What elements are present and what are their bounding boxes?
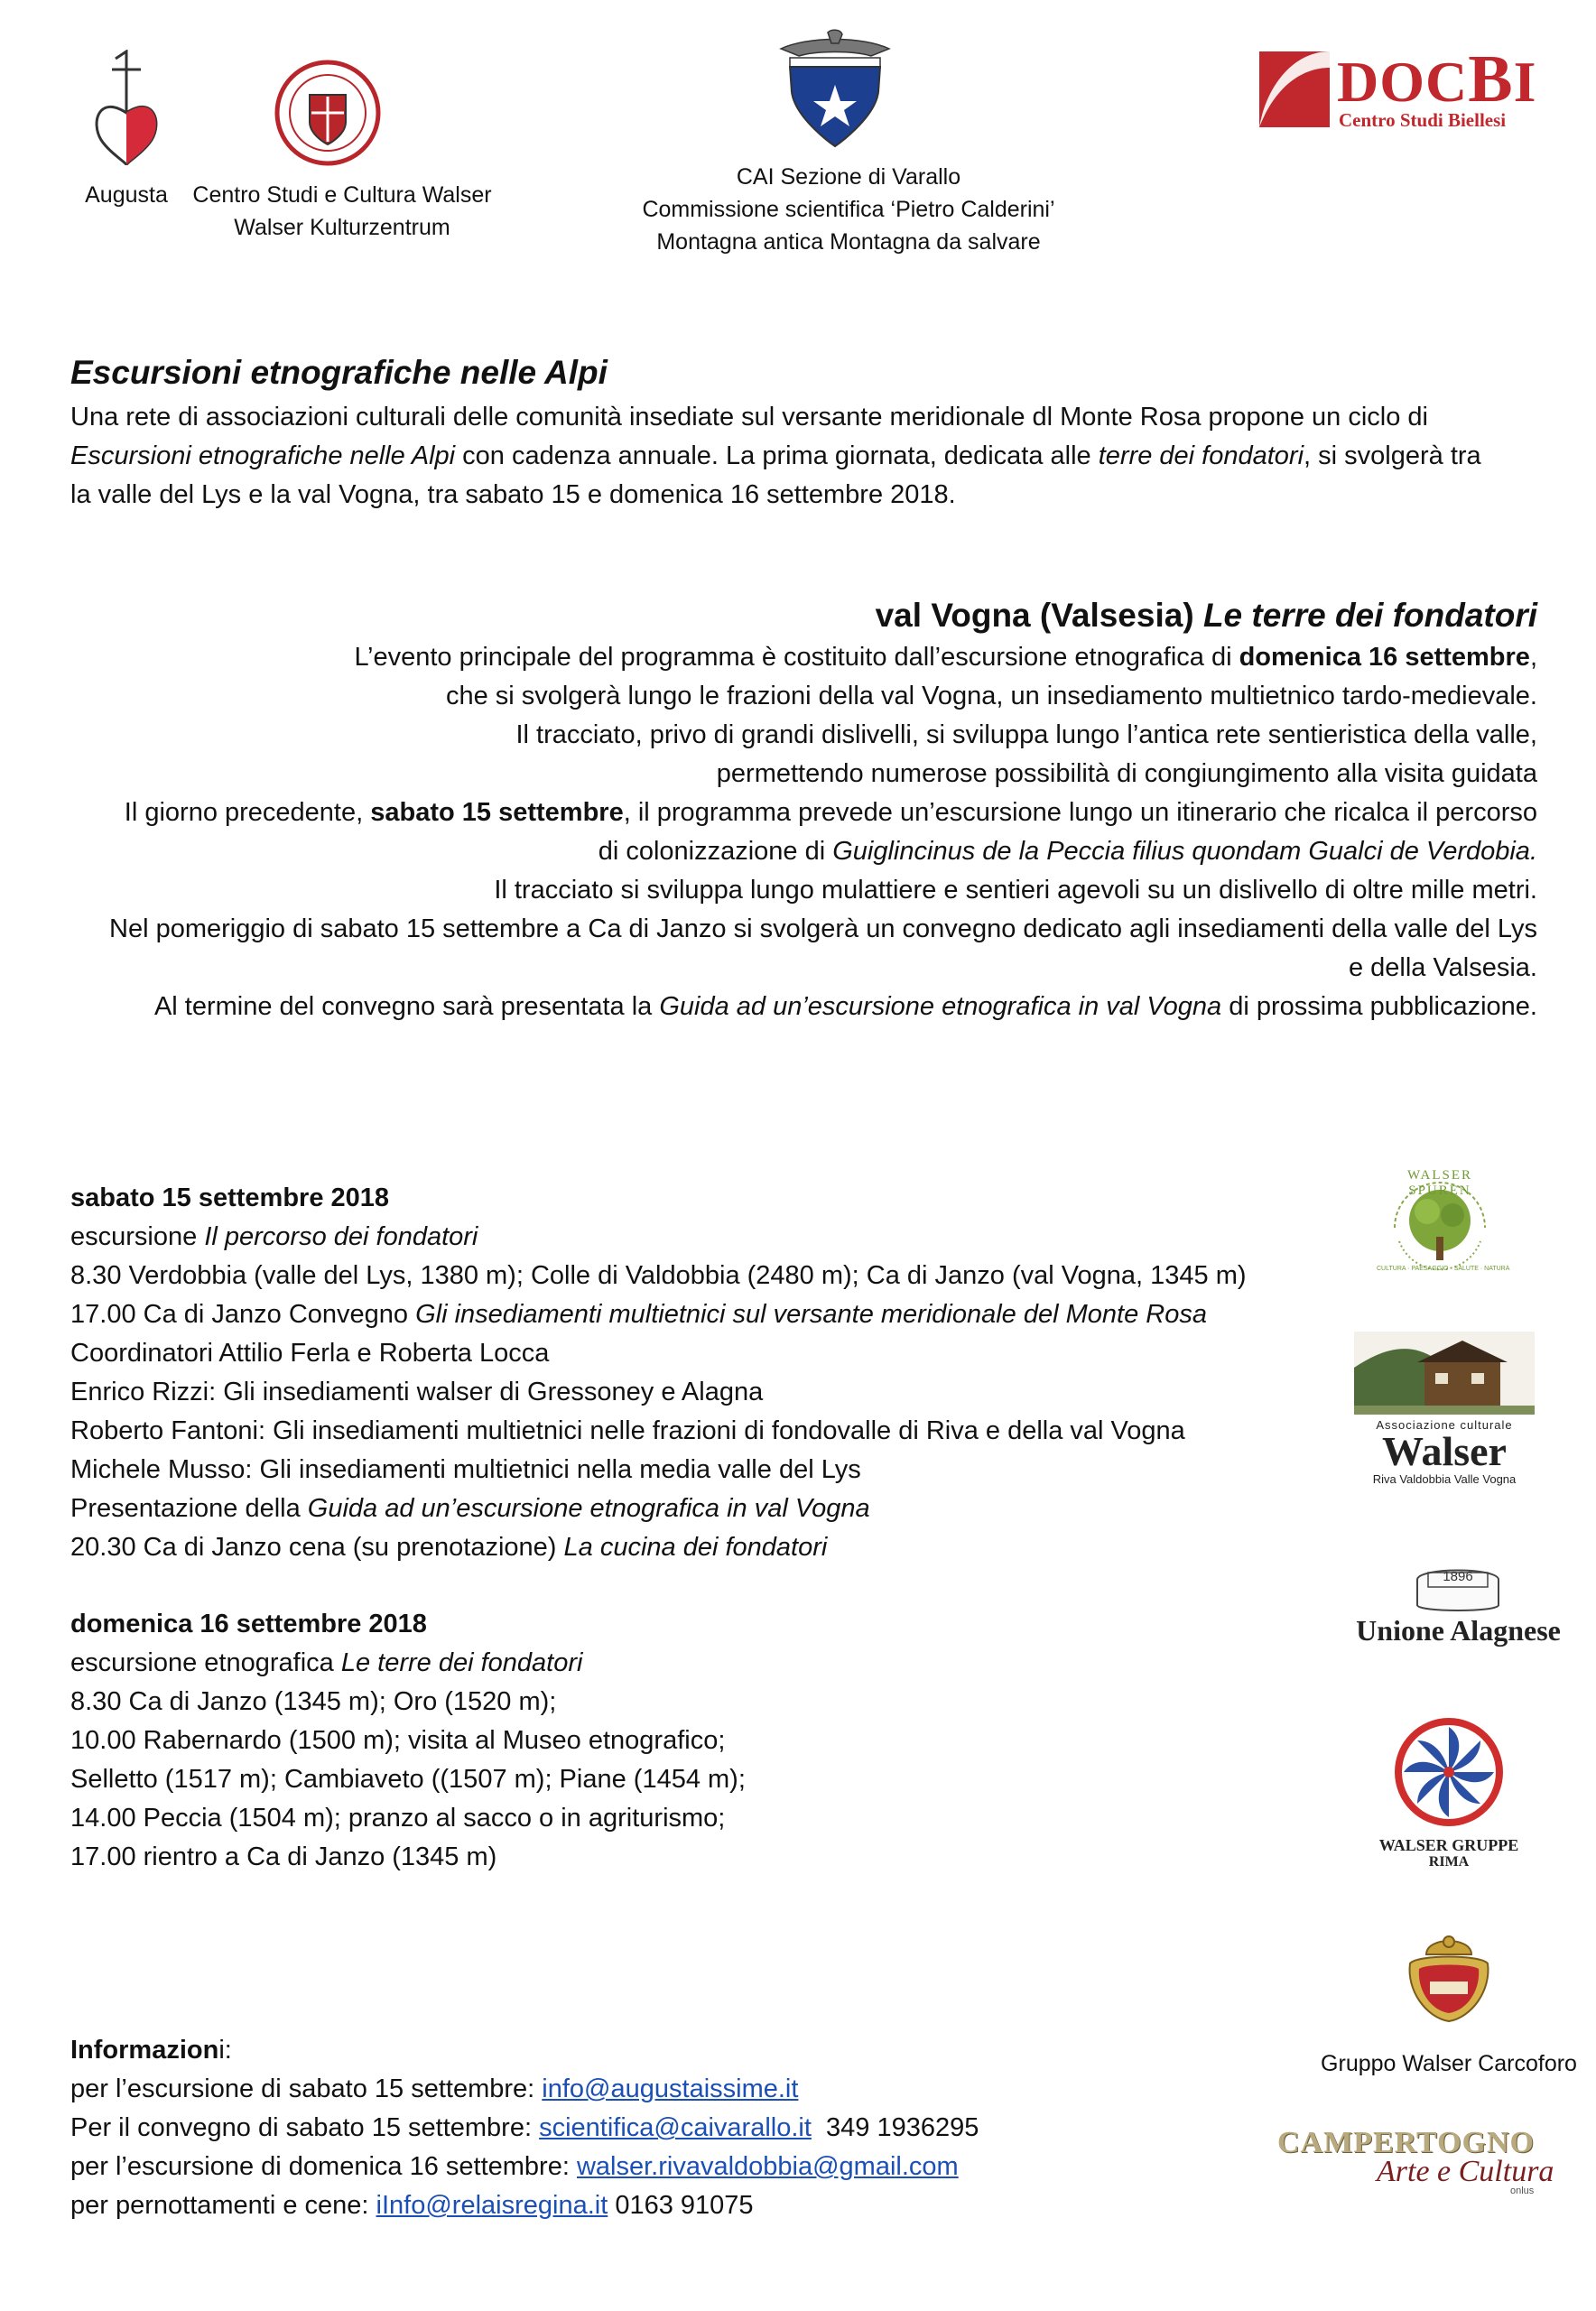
carcoforo-crest-icon — [1399, 1927, 1499, 2027]
docbi-logo — [1257, 42, 1537, 131]
sat-line2: 8.30 Verdobbia (valle del Lys, 1380 m); Colle di Valdobbia (2480 m); Ca di Janzo (val Vogna, 1345 m) — [70, 1261, 1247, 1290]
cai-line2: Commissione scientifica ‘Pietro Calderini’ — [642, 197, 1055, 222]
assoc-walser-top: Associazione culturale — [1376, 1418, 1513, 1432]
sunday-program — [70, 1605, 746, 1877]
cai-caption — [596, 161, 1101, 258]
walser-gruppe-line1: WALSER GRUPPE — [1378, 1836, 1519, 1854]
saturday-program — [70, 1179, 1247, 1567]
carcoforo-logo — [1399, 1927, 1499, 2027]
vv-line5: Il giorno precedente, sabato 15 settembre, il programma prevede un’escursione lungo un itinerario che ricalca il percorso — [124, 798, 1537, 827]
val-vogna-paragraph — [109, 638, 1537, 1026]
info-row2: Per il convegno di sabato 15 settembre: scientifica@caivarallo.it 349 1936295 — [70, 2113, 979, 2142]
vv-line1: L’evento principale del programma è costituito dall’escursione etnografica di domenica 16 settembre, — [354, 643, 1537, 672]
unione-alagnese-year: 1896 — [1443, 1569, 1473, 1584]
augusta-caption: Augusta — [85, 182, 168, 208]
assoc-walser-bottom: Riva Valdobbia Valle Vogna — [1372, 1472, 1517, 1486]
sun-line3: 10.00 Rabernardo (1500 m); visita al Museo etnografico; — [70, 1726, 726, 1755]
docbi-name: DOCBI — [1337, 42, 1537, 116]
chalet-photo-icon — [1354, 1332, 1535, 1415]
sat-line4: Coordinatori Attilio Ferla e Roberta Locca — [70, 1339, 550, 1368]
walser-spuren-logo — [1377, 1165, 1510, 1282]
assoc-walser-logo — [1354, 1332, 1535, 1485]
info-section — [70, 2031, 979, 2225]
assoc-walser-name: Walser — [1382, 1428, 1507, 1474]
info-heading: Informazioni: — [70, 2036, 232, 2065]
info-row1: per l’escursione di sabato 15 settembre: info@augustaissime.it — [70, 2074, 799, 2103]
vv-line6: di colonizzazione di Guiglincinus de la Peccia filius quondam Gualci de Verdobia. — [598, 837, 1537, 866]
walser-gruppe-rima-logo — [1372, 1713, 1526, 1871]
unione-alagnese-name: Unione Alagnese — [1356, 1614, 1561, 1647]
carcoforo-caption: Gruppo Walser Carcoforo — [1321, 2051, 1577, 2076]
sun-line4: Selletto (1517 m); Cambiaveto ((1507 m); Piane (1454 m); — [70, 1765, 746, 1794]
intro-line1: Una rete di associazioni culturali delle comunità insediate sul versante meridionale dl Monte Rosa propone un ciclo di — [70, 403, 1428, 432]
info-row4: per pernottamenti e cene: iInfo@relaisregina.it 0163 91075 — [70, 2191, 754, 2220]
email-link-augusta[interactable]: info@augustaissime.it — [542, 2074, 799, 2103]
sat-line8: Presentazione della Guida ad un’escursione etnografica in val Vogna — [70, 1494, 870, 1523]
vv-line10: Al termine del convegno sarà presentata la Guida ad un’escursione etnografica in val Vogna di prossima pubblicazione. — [153, 992, 1537, 1021]
centro-studi-walser-logo — [274, 59, 382, 167]
walser-gruppe-line2: RIMA — [1428, 1854, 1470, 1870]
sat-line6: Roberto Fantoni: Gli insediamenti multietnici nelle frazioni di fondovalle di Riva e della val Vogna — [70, 1416, 1185, 1445]
intro-line2: Escursioni etnografiche nelle Alpi con cadenza annuale. La prima giornata, dedicata alle terre dei fondatori, si svolgerà tra — [70, 441, 1481, 470]
vv-line4: permettendo numerose possibilità di congiungimento alla visita guidata — [716, 759, 1537, 788]
info-row3: per l’escursione di domenica 16 settembre: walser.rivavaldobbia@gmail.com — [70, 2152, 959, 2181]
centro-studi-walser-caption — [181, 179, 504, 244]
centro-studi-line1: Centro Studi e Cultura Walser — [192, 182, 492, 208]
vv-line7: Il tracciato si sviluppa lungo mulattiere e sentieri agevoli su un dislivello di oltre mille metri. — [494, 876, 1537, 905]
val-vogna-heading: val Vogna (Valsesia) Le terre dei fondatori — [875, 597, 1537, 634]
sun-line1: escursione etnografica Le terre dei fondatori — [70, 1648, 583, 1677]
augusta-heart-cross-icon — [90, 50, 162, 167]
sun-line5: 14.00 Peccia (1504 m); pranzo al sacco o in agriturismo; — [70, 1804, 726, 1833]
campertogno-line3: onlus — [1510, 2186, 1535, 2196]
sat-line3: 17.00 Ca di Janzo Convegno Gli insediamenti multietnici sul versante meridionale del Monte Rosa — [70, 1300, 1207, 1329]
vv-line2: che si svolgerà lungo le frazioni della val Vogna, un insediamento multietnico tardo-medievale. — [445, 682, 1537, 710]
campertogno-line2: Arte e Cultura — [1377, 2155, 1554, 2188]
campertogno-logo — [1277, 2126, 1554, 2198]
sat-line1: escursione Il percorso dei fondatori — [70, 1222, 478, 1251]
intro-paragraph — [70, 398, 1551, 515]
sun-line6: 17.00 rientro a Ca di Janzo (1345 m) — [70, 1842, 497, 1871]
vv-line3: Il tracciato, privo di grandi dislivelli, si sviluppa lungo l’antica rete sentieristica della valle, — [515, 720, 1537, 749]
vv-line8: Nel pomeriggio di sabato 15 settembre a Ca di Janzo si svolgerà un convegno dedicato agli insediamenti della valle del Lys — [109, 914, 1537, 943]
walser-seal-icon — [274, 59, 382, 167]
intro-title: Escursioni etnografiche nelle Alpi — [70, 354, 608, 391]
saturday-heading: sabato 15 settembre 2018 — [70, 1183, 390, 1212]
rosette-icon — [1390, 1713, 1508, 1831]
sunday-heading: domenica 16 settembre 2018 — [70, 1610, 427, 1638]
campertogno-line1: CAMPERTOGNO — [1277, 2126, 1535, 2159]
augusta-logo — [90, 50, 162, 167]
intro-line3: la valle del Lys e la val Vogna, tra sabato 15 e domenica 16 settembre 2018. — [70, 480, 956, 509]
docbi-subtitle: Centro Studi Biellesi — [1339, 109, 1507, 131]
cai-line1: CAI Sezione di Varallo — [736, 164, 961, 190]
walser-spuren-name: WALSER SPUREN — [1407, 1168, 1472, 1198]
unione-alagnese-logo — [1343, 1562, 1573, 1661]
sat-line5: Enrico Rizzi: Gli insediamenti walser di Gressoney e Alagna — [70, 1378, 764, 1406]
cai-line3: Montagna antica Montagna da salvare — [656, 229, 1041, 255]
sun-line2: 8.30 Ca di Janzo (1345 m); Oro (1520 m); — [70, 1687, 557, 1716]
sat-line7: Michele Musso: Gli insediamenti multietnici nella media valle del Lys — [70, 1455, 861, 1484]
cai-logo — [763, 29, 907, 151]
centro-studi-line2: Walser Kulturzentrum — [234, 215, 450, 240]
email-link-relais[interactable]: iInfo@relaisregina.it — [376, 2191, 608, 2220]
email-link-cai[interactable]: scientifica@caivarallo.it — [539, 2113, 812, 2142]
vv-line9: e della Valsesia. — [1348, 953, 1537, 982]
email-link-walser-riva[interactable]: walser.rivavaldobbia@gmail.com — [576, 2152, 959, 2181]
walser-spuren-ring: CULTURA · PAESAGGIO · SALUTE · NATURA — [1377, 1266, 1510, 1272]
sat-line9: 20.30 Ca di Janzo cena (su prenotazione) La cucina dei fondatori — [70, 1533, 828, 1562]
cai-eagle-shield-icon — [763, 29, 907, 151]
